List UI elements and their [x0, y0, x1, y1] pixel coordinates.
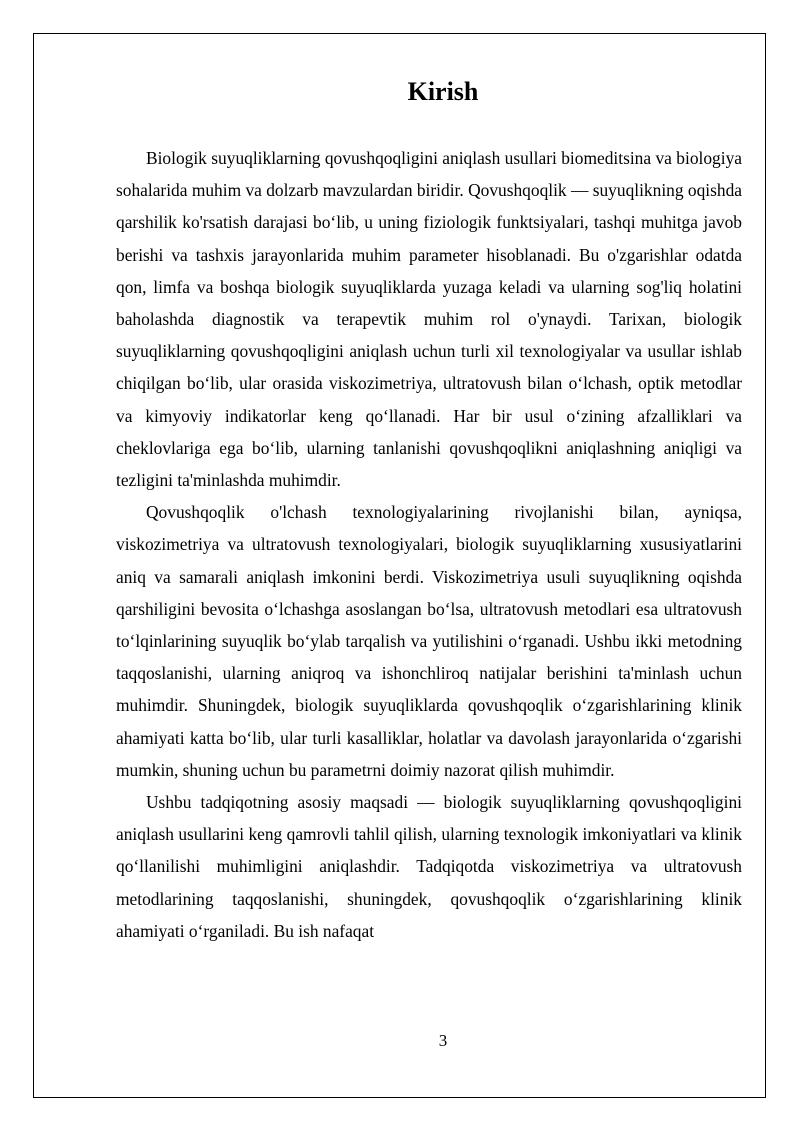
page-number: 3: [438, 1031, 448, 1050]
paragraph-3: Ushbu tadqiqotning asosiy maqsadi — biologik suyuqliklarning qovushqoqligini aniqlash usullarini keng qamrovli tahlil qilish, ularning texnologik imkoniyatlari va klinik qo‘llanilishi muhimligini aniqlashdir. Tadqiqotda viskozimetriya va ultratovush metodlarining taqqoslanishi, shuningdek, qovushqoqlik o‘zgarishlarining klinik ahamiyati o‘rganiladi. Bu ish nafaqat: [116, 792, 742, 941]
paragraph-2: Qovushqoqlik o'lchash texnologiyalarining rivojlanishi bilan, ayniqsa, viskozimetriya va ultratovush texnologiyalari, biologik suyuqliklarning xususiyatlarini aniq va samarali aniqlash imkonini berdi. Viskozimetriya usuli suyuqlikning oqishda qarshiligini bevosita o‘lchashga asoslangan bo‘lsa, ultratovush metodlari esa ultratovush to‘lqinlarining suyuqlik bo‘ylab tarqalish va yutilishini o‘rganadi. Ushbu ikki metodning taqqoslanishi, ularning aniqroq va ishonchliroq natijalar berishini ta'minlash uchun muhimdir. Shuningdek, biologik suyuqliklarda qovushqoqlik o‘zgarishlarining klinik ahamiyati katta bo‘lib, ular turli kasalliklar, holatlar va davolash jarayonlarida o‘zgarishi mumkin, shuning uchun bu parametrni doimiy nazorat qilish muhimdir.: [116, 502, 742, 780]
document-body: [116, 142, 742, 947]
paragraph-1: Biologik suyuqliklarning qovushqoqligini aniqlash usullari biomeditsina va biologiya sohalarida muhim va dolzarb mavzulardan biridir. Qovushqoqlik — suyuqlikning oqishda qarshilik ko'rsatish darajasi bo‘lib, u uning fiziologik funktsiyalari, tashqi muhitga javob berishi va tashxis jarayonlarida muhim parameter hisoblanadi. Bu o'zgarishlar odatda qon, limfa va boshqa biologik suyuqliklarda yuzaga keladi va ularning sog'liq holatini baholashda diagnostik va terapevtik muhim rol o'ynaydi. Tarixan, biologik suyuqliklarning qovushqoqligini aniqlash uchun turli xil texnologiyalar va usullar ishlab chiqilgan bo‘lib, ular orasida viskozimetriya, ultratovush bilan o‘lchash, optik metodlar va kimyoviy indikatorlar keng qo‘llanadi. Har bir usul o‘zining afzalliklari va cheklovlariga ega bo‘lib, ularning tanlanishi qovushqoqlikni aniqlashning aniqligi va tezligini ta'minlashda muhimdir.: [116, 148, 742, 491]
page-title: Kirish: [407, 77, 479, 106]
